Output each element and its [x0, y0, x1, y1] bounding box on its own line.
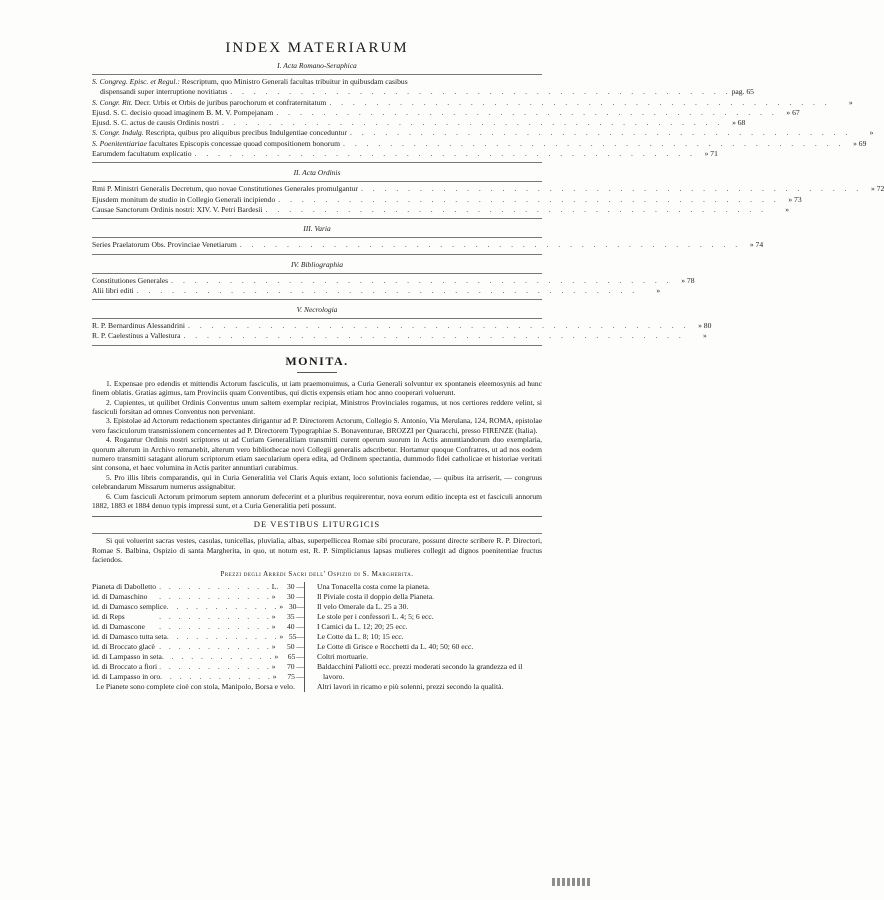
index-entry-body: Ejusd. S. C. actus de causis Ordinis nostri	[92, 118, 219, 128]
index-entry-page: » 72	[871, 184, 884, 194]
index-entry	[92, 275, 695, 286]
other-item-line: Le stole per i confessori L. 4; 5; 6 ecc.	[317, 611, 434, 621]
index-entry-page: » 68	[732, 118, 746, 128]
index-entry	[92, 184, 884, 194]
index-section-heading: III. Varia	[303, 224, 331, 234]
leader-dots: . . . . . . . . . . . . . . . . . . . . . . . . . . . . . . . . . . . . . . . . . . .	[329, 97, 831, 107]
price-row	[92, 622, 304, 632]
other-item-line: Il velo Omerale da L. 25 a 30.	[317, 601, 409, 611]
price-amount: 40	[287, 621, 295, 631]
vestibus-title: DE VESTIBUS LITURGICIS	[253, 519, 381, 530]
index-entry-page: » 73	[788, 194, 802, 204]
leader-dots: . . . . . . . . . . . . . . . . . . . . . . . . . . . . . . . . . . . . . . . . . . .	[276, 107, 778, 117]
column-divider	[304, 582, 305, 692]
leader-dots: . . . . . . . . . . . .	[166, 631, 280, 641]
index-entry-lead: S. Congr. Rit.	[92, 97, 133, 107]
price-item: id. di Damasco semplice	[92, 601, 167, 611]
index-entry-text	[92, 77, 408, 87]
index-entry-body: facultates Episcopis concessae quoad compositionem bonorum	[146, 138, 341, 148]
index-entry	[92, 118, 746, 128]
price-item: id. di Broccato glacè	[92, 641, 155, 651]
price-item: Pianeta di Dabolletto	[92, 581, 157, 591]
price-row	[92, 672, 304, 682]
leader-dots: . . . . . . . . . . . .	[159, 621, 272, 631]
index-entry-lead: S. Congr. Indulg.	[92, 128, 144, 138]
index-rule	[92, 345, 542, 346]
price-currency: »	[271, 641, 276, 651]
index-entry-text	[92, 118, 219, 128]
leader-dots: . . . . . . . . . . . . . . . . . . . . . . . . . . . . . . . . . . . . . . . . . . .	[360, 184, 863, 194]
index-entry-body: Rmi P. Ministri Generalis Decretum, quo novae Constitutiones Generales promulgantur	[92, 184, 358, 194]
other-item-line: Una Tonacella costa come la pianeta.	[317, 581, 430, 591]
monita-divider	[297, 372, 337, 373]
price-dash: —	[296, 661, 304, 671]
index-entry-text	[92, 276, 168, 286]
index-rule	[92, 254, 542, 255]
monita-paragraph: 1. Expensae pro edendis et mittendis Actorum fasciculis, ut iam praemonuimus, a Curia Generali solvuntur ex spontaneis eleemosynis ad hunc finem oblatis. Gratias agimus, tam Provinciis quam Conventibus, qui dictis expensis etiam hoc anno cooperari voluerunt.	[92, 378, 542, 398]
price-currency: »	[271, 661, 276, 671]
other-item-line: Il Piviale costa il doppio della Pianeta.	[317, 591, 435, 601]
leader-dots: . . . . . . . . . . . . . . . . . . . . . . . . . . . . . . . . . . . . . . . . . . .	[221, 118, 724, 128]
other-item-line: I Camici da L. 12; 20; 25 ecc.	[317, 621, 408, 631]
index-rule	[92, 318, 542, 319]
other-item-line: Le Cotte da L. 8; 10; 15 ecc.	[317, 631, 404, 641]
price-dash: —	[296, 671, 304, 681]
price-item: id. di Lampasso in oro	[92, 671, 161, 681]
price-amount: 70	[287, 661, 295, 671]
price-item: id. di Lampasso in seta	[92, 651, 162, 661]
price-note: Le Pianete sono complete cioè con stola, Manipolo, Borsa e velo.	[96, 681, 295, 691]
price-dash: —	[296, 601, 304, 611]
price-item: id. di Reps	[92, 611, 125, 621]
index-section-heading: IV. Bibliographia	[291, 259, 343, 269]
price-list	[92, 582, 304, 692]
index-entry-body: Rescripta, quibus pro aliquibus precibus Indulgentiae conceduntur	[143, 128, 347, 138]
other-item-line: Baldacchini Paliotti ecc. prezzi moderati secondo la grandezza ed il lavoro.	[317, 661, 523, 681]
index-entry-text	[92, 205, 263, 215]
leader-dots: . . . . . . . . . . . . . . . . . . . . . . . . . . . . . . . . . . . . . . . . . . .	[349, 128, 852, 138]
index-entry	[92, 331, 707, 341]
index-section-heading: II. Acta Ordinis	[293, 168, 341, 178]
index-rule	[92, 299, 542, 300]
leader-dots: . . . . . . . . . . . .	[160, 671, 273, 681]
index-entry-text	[92, 139, 340, 149]
index-entry-page: » 80	[698, 321, 712, 331]
index-entry-text	[92, 286, 134, 296]
price-dash: —	[296, 591, 304, 601]
index-entry-page: »	[656, 285, 661, 295]
price-caption: Prezzi degli Arredi Sacri dell' Ospizio di S. Margherita.	[220, 569, 414, 578]
index-entry	[92, 128, 874, 138]
price-table	[92, 582, 542, 692]
index-rule	[92, 181, 542, 182]
price-dash: —	[296, 611, 304, 621]
price-row	[92, 652, 304, 662]
index-entry-lead: S. Poenitentiariae	[92, 138, 147, 148]
index-entry-text	[92, 149, 192, 159]
price-dash: —	[296, 581, 304, 591]
price-row	[92, 592, 304, 602]
index-entry	[92, 138, 867, 149]
price-dash: —	[296, 631, 304, 641]
index-entry-body: Ejusd. S. C. decisio quoad imaginem B. M. V. Pompejanam	[92, 107, 274, 117]
index-entry-body: Rescriptum, quo Ministro Generali facultas tribuitur in quibusdam casibus	[179, 77, 408, 86]
index-entry-page: »	[869, 128, 874, 138]
price-currency: »	[272, 671, 277, 681]
leader-dots: . . . . . . . . . . . .	[166, 601, 280, 611]
price-currency: »	[279, 601, 284, 611]
index-entry-body: R. P. Caelestinus a Vallestura	[92, 331, 181, 341]
index-rule	[92, 273, 542, 274]
index-section-heading: V. Necrologia	[296, 305, 338, 315]
price-amount: 30	[287, 591, 295, 601]
leader-dots: . . . . . . . . . . . .	[161, 651, 275, 661]
price-item: id. di Damasco tutta seta	[92, 631, 167, 641]
index-entry-body: Decr. Urbis et Orbis de juribus parochorum et confraternitatum	[132, 97, 327, 107]
monita-paragraph: 6. Cum fasciculi Actorum primorum septem annorum defecerint et a pluribus requirerentur, nova eorum editio incepta est et fasciculi annorum 1882, 1883 et 1884 denuo typis impressi sunt, et a Curia Generalitia peti possunt.	[92, 491, 542, 511]
index-rule	[92, 218, 542, 219]
index-entry-page: »	[848, 97, 853, 107]
index-rule	[92, 74, 542, 75]
index-entry	[92, 321, 712, 331]
index-entry-page: pag. 65	[731, 87, 754, 97]
index-entry	[92, 240, 764, 250]
monita-paragraph: 4. Rogantur Ordinis nostri scriptores ut ad Curiam Generalitiam transmitti curent operum suorum in Actis annuntiandorum duo exemplaria, quorum alterum in Archivo remanebit, alterum vero bibliothecae novi Collegii generalis adscribetur. Hortamur quoque Confratres, ut ad nos eodem numero transmitti satagant aliorum scriptorum etiam saecularium opera edita, ad Ordinem spectantia, dummodo fidei catholicae et historiae veritati sint consona, et haec volumina in Actis pariter annuntiari curabimus.	[92, 435, 542, 473]
index-entry	[92, 107, 800, 118]
leader-dots: . . . . . . . . . . . . . . . . . . . . . . . . . . . . . . . . . . . . . . . . . . .	[239, 240, 742, 250]
price-amount: 30	[287, 581, 295, 591]
index-entry-page: » 71	[704, 149, 718, 159]
index-entry-page: » 69	[853, 138, 867, 148]
other-item-line: Altri lavori in ricamo e più solenni, prezzi secondo la qualità.	[317, 681, 504, 691]
index-entry-page: »	[703, 331, 707, 341]
leader-dots: . . . . . . . . . . . . . . . . . . . . . . . . . . . . . . . . . . . . . . . . . . .	[171, 275, 673, 285]
monita-title: MONITA.	[285, 353, 349, 368]
document-page	[92, 40, 884, 692]
leader-dots: . . . . . . . . . . . . . . . . . . . . . . . . . . . . . . . . . . . . . . . . . . .	[194, 149, 696, 159]
price-currency: »	[271, 621, 276, 631]
price-currency: »	[271, 611, 276, 621]
index-entry-lead: S. Congreg. Episc. et Regul.:	[92, 77, 180, 86]
price-dash: —	[296, 621, 304, 631]
leader-dots: . . . . . . . . . . . .	[159, 581, 272, 591]
other-items	[307, 582, 542, 692]
price-row	[92, 612, 304, 622]
index-title: INDEX MATERIARUM	[225, 40, 409, 56]
leader-dots: . . . . . . . . . . . . . . . . . . . . . . . . . . . . . . . . . . . . . . . . . . .	[136, 285, 639, 295]
leader-dots: . . . . . . . . . . . . . . . . . . . . . . . . . . . . . . . . . . . . . . . . . . .	[278, 194, 780, 204]
index-list	[92, 60, 884, 346]
index-entry	[92, 194, 802, 205]
price-amount: 55	[288, 631, 297, 641]
index-entry-body: Alii libri editi	[92, 285, 134, 295]
index-entry-text	[92, 98, 326, 108]
index-entry-body: R. P. Bernardinus Alessandrini	[92, 321, 186, 331]
leader-dots: . . . . . . . . . . . . . . . . . . . . . . . . . . . . . . . . . . . . . . . . . . .	[265, 204, 768, 214]
price-item: id. di Damascone	[92, 621, 145, 631]
index-entry-body: Causae Sanctorum Ordinis nostri: XIV. V. Petri Bardesii	[92, 204, 263, 214]
index-entry	[92, 285, 661, 296]
price-amount: 65	[287, 651, 296, 661]
index-entry	[92, 149, 718, 159]
price-row	[92, 642, 304, 652]
index-section-heading: I. Acta Romano-Seraphica	[277, 61, 357, 70]
leader-dots: . . . . . . . . . . . .	[159, 661, 272, 671]
vestibus-rule	[92, 533, 542, 534]
monita-paragraphs	[92, 379, 542, 511]
index-entry-text	[92, 240, 237, 250]
index-entry-text	[92, 321, 185, 331]
leader-dots: . . . . . . . . . . . . . . . . . . . . . . . . . . . . . . . . . . . . . . . . . . .	[188, 321, 690, 331]
price-row	[92, 632, 304, 642]
monita-paragraph: 5. Pro illis libris comparandis, qui in Curia Generalitia vel Claris Aquis extant, loco solutionis faciendae, — quibus ita arriserit, — congruus celebrandarum Missarum numerus assignabitur.	[92, 472, 542, 492]
index-entry-body: Ejusdem monitum de studio in Collegio Generali incipiendo	[92, 194, 276, 204]
index-entry-text	[92, 108, 273, 118]
index-entry-text	[92, 195, 275, 205]
index-entry-body: Earumdem facultatum explicatio	[92, 149, 192, 159]
price-currency: L.	[271, 581, 279, 591]
index-entry-body: Constitutiones Generales	[92, 275, 169, 285]
price-amount: 35	[287, 611, 295, 621]
price-row	[92, 582, 304, 592]
price-dash: —	[296, 651, 304, 661]
index-entry-page: »	[785, 204, 790, 214]
leader-dots: . . . . . . . . . . . .	[159, 591, 272, 601]
price-row	[92, 602, 304, 612]
leader-dots: . . . . . . . . . . . .	[159, 641, 272, 651]
section-divider	[92, 516, 542, 517]
leader-dots: . . . . . . . . . . . . . . . . . . . . . . . . . . . . . . . . . . . . . . . . . . .	[183, 331, 685, 341]
price-row	[92, 662, 304, 672]
leader-dots: . . . . . . . . . . . . . . . . . . . . . . . . . . . . . . . . . . . . . . . . . . .	[230, 87, 732, 97]
leader-dots: . . . . . . . . . . . .	[159, 611, 272, 621]
other-item-line: Coltri mortuarie.	[317, 651, 369, 661]
leader-dots: . . . . . . . . . . . . . . . . . . . . . . . . . . . . . . . . . . . . . . . . . . .	[343, 138, 845, 148]
other-item-line: Le Cotte di Grisce e Rocchetti da L. 40; 50; 60 ecc.	[317, 641, 474, 651]
price-amount: 30	[288, 601, 297, 611]
price-dash: —	[296, 641, 304, 651]
vestibus-paragraph: Si qui voluerint sacras vestes, casulas, tunicellas, pluvialia, albas, superpelliccea Romae sibi procurare, possunt directe scribere R. P. Directori, Romae S. Balbina, Ospizio di santa Margherita, in quo, ut notum est, R. P. Simplicianus lapsas mulieres collegit ad dignos poenitentiae fructus faciendos.	[92, 536, 542, 565]
index-entry	[92, 77, 542, 87]
monita-paragraph: 3. Epistolae ad Actorum redactionem spectantes dirigantur ad P. Directorem Actorum, Collegio S. Antonio, Via Merulana, 124, ROMA, epistolae vero fasciculorum transmissionem concernentes ad P. Directorem Typographiae S. Bonaventurae, BROZZI per Quaracchi, presso FIRENZE (Italia).	[92, 416, 542, 435]
monita-paragraph: 2. Cupientes, ut quilibet Ordinis Conventus unum saltem exemplar recipiat, Ministros Provinciales rogamus, ut nos certiores reddere velint, si fasciculi forsitan ad omnes Conventus non perveniant.	[92, 397, 542, 416]
index-entry-page: » 78	[681, 275, 695, 285]
index-entry-continuation	[92, 87, 754, 97]
index-entry-cont: dispensandi super interruptione novitiatus	[100, 87, 228, 97]
page-edge-mark	[552, 878, 592, 886]
price-item: id. di Broccato a fiori	[92, 661, 158, 671]
index-entry-text	[92, 331, 180, 341]
index-entry-text	[92, 128, 347, 138]
price-amount: 50	[287, 641, 295, 651]
price-currency: »	[279, 631, 284, 641]
price-item: id. di Damaschino	[92, 591, 148, 601]
index-entry-page: » 74	[749, 240, 764, 250]
price-currency: »	[274, 651, 279, 661]
index-rule	[92, 162, 542, 163]
index-entry-text	[92, 184, 358, 194]
index-entry-body: Series Praelatorum Obs. Provinciae Venetiarum	[92, 240, 237, 250]
price-amount: 75	[287, 671, 295, 681]
index-entry-page: » 67	[786, 107, 800, 117]
index-entry	[92, 204, 790, 215]
price-currency: »	[271, 591, 276, 601]
index-rule	[92, 237, 542, 238]
index-entry	[92, 97, 853, 108]
